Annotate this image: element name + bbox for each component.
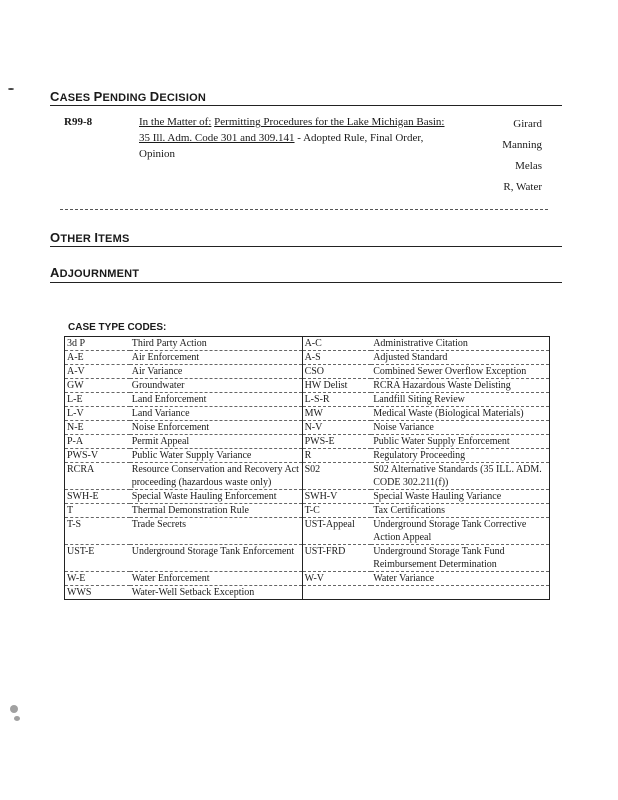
code-description: Combined Sewer Overflow Exception	[371, 365, 549, 379]
case-title-main: Permitting Procedures for the Lake Michigan Basin: 35 Ill. Adm. Code 301 and 309.141	[139, 116, 445, 144]
code-description: Special Waste Hauling Enforcement	[130, 490, 302, 504]
scan-speck	[8, 88, 14, 90]
code-abbrev: PWS-V	[65, 449, 130, 463]
code-row	[65, 504, 550, 518]
code-abbrev: UST-Appeal	[302, 518, 371, 545]
code-description: Medical Waste (Biological Materials)	[371, 407, 549, 421]
code-description: Water-Well Setback Exception	[130, 586, 302, 600]
case-title-suffix: - Adopted Rule, Final Order, Opinion	[139, 132, 424, 160]
code-abbrev: P-A	[65, 435, 130, 449]
code-description: Regulatory Proceeding	[371, 449, 549, 463]
code-row	[65, 351, 550, 365]
code-abbrev: RCRA	[65, 463, 130, 490]
code-abbrev: GW	[65, 379, 130, 393]
code-description: S02 Alternative Standards (35 ILL. ADM. CODE 302.211(f))	[371, 463, 549, 490]
code-abbrev: L-V	[65, 407, 130, 421]
code-row	[65, 407, 550, 421]
code-abbrev: HW Delist	[302, 379, 371, 393]
code-description: Tax Certifications	[371, 504, 549, 518]
scan-speck	[10, 705, 18, 713]
code-description: Public Water Supply Enforcement	[371, 435, 549, 449]
code-description: Trade Secrets	[130, 518, 302, 545]
code-description: Underground Storage Tank Corrective Action Appeal	[371, 518, 549, 545]
case-number: R99-8	[64, 116, 93, 128]
code-description: Land Variance	[130, 407, 302, 421]
code-description: Landfill Siting Review	[371, 393, 549, 407]
code-row	[65, 463, 550, 490]
section-rule	[50, 105, 562, 106]
code-description: Air Enforcement	[130, 351, 302, 365]
code-abbrev	[302, 586, 371, 600]
code-abbrev: SWH-V	[302, 490, 371, 504]
code-abbrev: A-S	[302, 351, 371, 365]
code-abbrev: MW	[302, 407, 371, 421]
code-abbrev: 3d P	[65, 337, 130, 351]
code-abbrev: A-C	[302, 337, 371, 351]
code-row	[65, 435, 550, 449]
scan-speck	[14, 716, 20, 721]
code-abbrev: UST-FRD	[302, 545, 371, 572]
case-type-codes-table	[64, 336, 550, 600]
code-description: Noise Enforcement	[130, 421, 302, 435]
code-abbrev: T-C	[302, 504, 371, 518]
adjournment-heading: ADJOURNMENT	[50, 265, 140, 280]
code-description: Water Enforcement	[130, 572, 302, 586]
code-row	[65, 572, 550, 586]
code-description: Underground Storage Tank Enforcement	[130, 545, 302, 572]
code-description: Air Variance	[130, 365, 302, 379]
code-abbrev: WWS	[65, 586, 130, 600]
code-abbrev: S02	[302, 463, 371, 490]
code-row	[65, 586, 550, 600]
other-items-heading: OTHER ITEMS	[50, 230, 130, 245]
code-abbrev: R	[302, 449, 371, 463]
code-abbrev: T-S	[65, 518, 130, 545]
code-abbrev: L-E	[65, 393, 130, 407]
code-description: Groundwater	[130, 379, 302, 393]
code-abbrev: T	[65, 504, 130, 518]
code-row	[65, 337, 550, 351]
code-description: RCRA Hazardous Waste Delisting	[371, 379, 549, 393]
code-abbrev: UST-E	[65, 545, 130, 572]
code-row	[65, 365, 550, 379]
code-row	[65, 490, 550, 504]
code-description: Special Waste Hauling Variance	[371, 490, 549, 504]
code-abbrev: CSO	[302, 365, 371, 379]
code-abbrev: L-S-R	[302, 393, 371, 407]
code-description: Thermal Demonstration Rule	[130, 504, 302, 518]
cases-pending-heading: CASES PENDING DECISION	[50, 89, 206, 104]
case-type-codes-title: CASE TYPE CODES:	[68, 322, 167, 333]
code-abbrev: W-V	[302, 572, 371, 586]
code-row	[65, 518, 550, 545]
code-row	[65, 421, 550, 435]
member: Manning	[502, 139, 542, 151]
case-title	[139, 114, 454, 162]
code-abbrev: N-V	[302, 421, 371, 435]
section-rule	[50, 246, 562, 247]
member: Melas	[515, 160, 542, 172]
code-description: Resource Conservation and Recovery Act proceeding (hazardous waste only)	[130, 463, 302, 490]
code-description: Permit Appeal	[130, 435, 302, 449]
code-abbrev: W-E	[65, 572, 130, 586]
case-title-prefix: In the Matter of:	[139, 116, 212, 128]
code-description: Public Water Supply Variance	[130, 449, 302, 463]
code-abbrev: SWH-E	[65, 490, 130, 504]
code-description: Underground Storage Tank Fund Reimbursement Determination	[371, 545, 549, 572]
code-description: Third Party Action	[130, 337, 302, 351]
code-row	[65, 449, 550, 463]
code-row	[65, 393, 550, 407]
section-rule	[50, 282, 562, 283]
member: R, Water	[503, 181, 542, 193]
dotted-divider	[60, 209, 548, 210]
code-description: Noise Variance	[371, 421, 549, 435]
member: Girard	[513, 118, 542, 130]
code-abbrev: A-E	[65, 351, 130, 365]
code-abbrev: PWS-E	[302, 435, 371, 449]
code-abbrev: N-E	[65, 421, 130, 435]
board-members	[502, 114, 542, 198]
code-abbrev: A-V	[65, 365, 130, 379]
code-row	[65, 379, 550, 393]
code-row	[65, 545, 550, 572]
code-description: Water Variance	[371, 572, 549, 586]
code-description: Administrative Citation	[371, 337, 549, 351]
code-description: Land Enforcement	[130, 393, 302, 407]
code-description	[371, 586, 549, 600]
code-description: Adjusted Standard	[371, 351, 549, 365]
